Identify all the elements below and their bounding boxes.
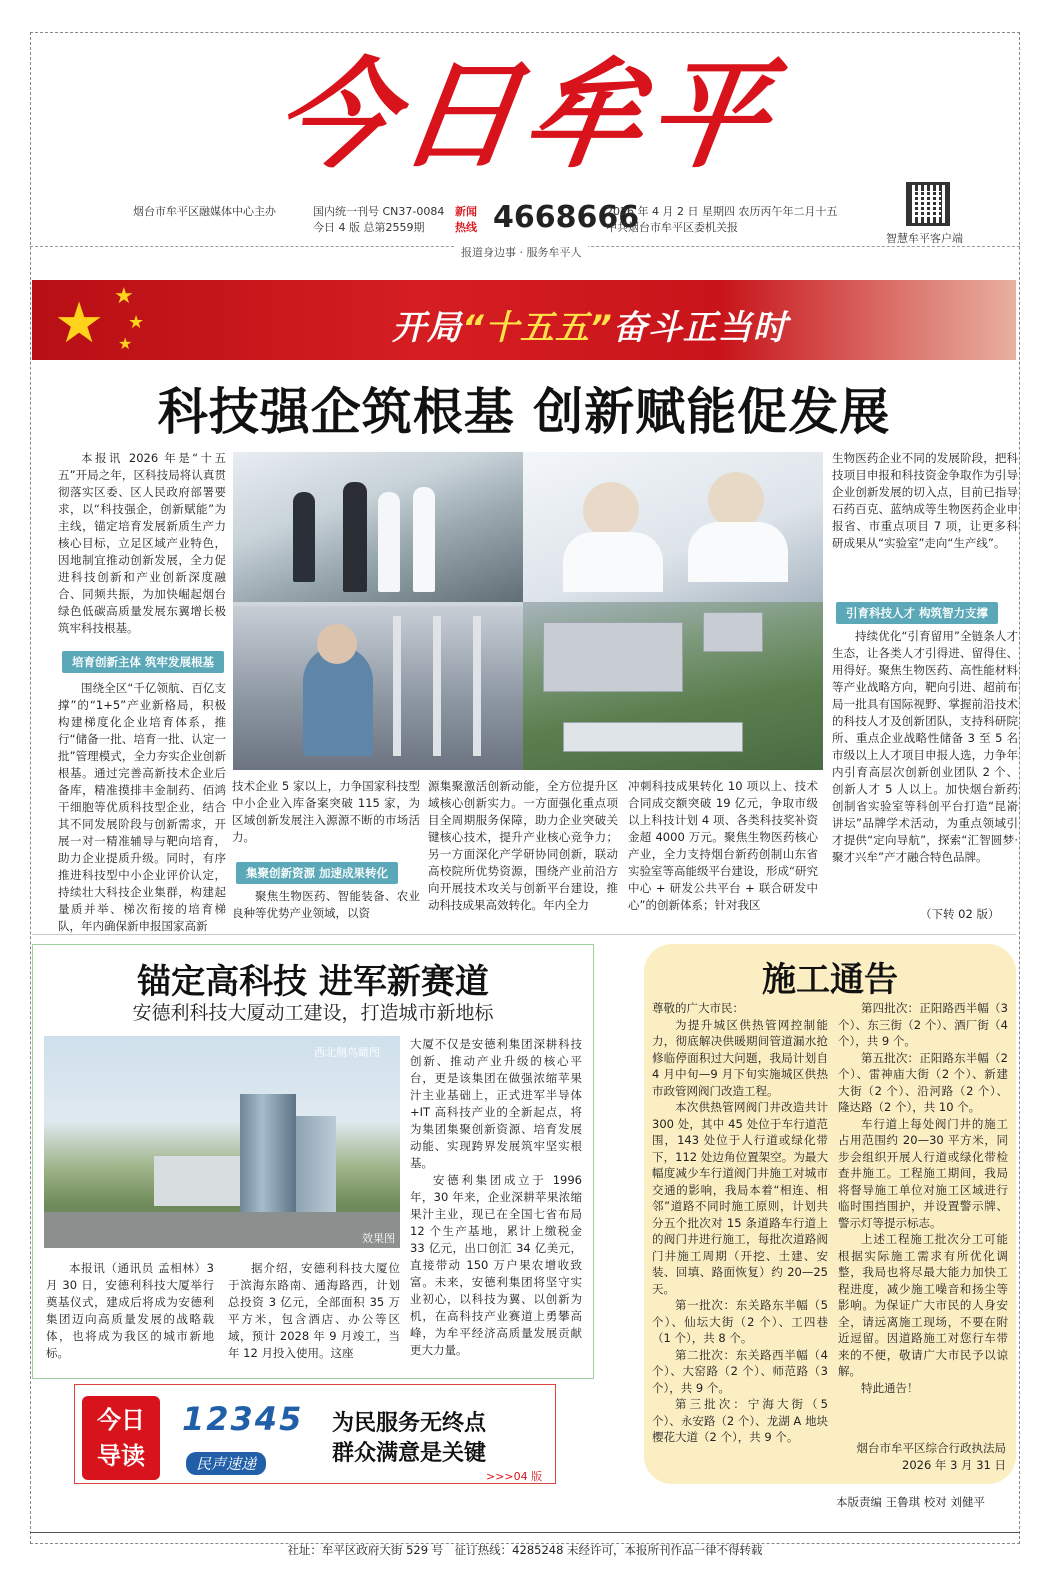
qr-code-icon[interactable] (906, 182, 950, 226)
publisher: 烟台市牟平区融媒体中心主办 (133, 205, 276, 218)
qr-label: 智慧牟平客户端 (886, 232, 963, 245)
star-icon: ★ (128, 312, 145, 333)
divider (30, 1532, 1020, 1533)
badge-subtitle: 民声速递 (186, 1452, 266, 1475)
render-caption-2: 效果图 (362, 1232, 395, 1245)
render-caption: 西北侧鸟瞰图 (314, 1046, 380, 1059)
star-icon: ★ (118, 334, 133, 353)
issue-number: 今日 4 版 总第2559期 (313, 221, 425, 234)
feature-col-2: 据介绍，安德利科技大厦位于滨海东路南、通海路西，计划总投资 3 亿元，全部面积 35 万平方米，包含酒店、办公等区域，预计 2028 年 9 月竣工，当年 12 月投入使用。这座 (228, 1261, 400, 1360)
issue-info (313, 204, 444, 236)
guide-logo: 今日 导读 (82, 1396, 160, 1480)
notice-col-1: 尊敬的广大市民： 为提升城区供热管网控制能力，彻底解决供暖期间管道漏水抢修临停面积过大问题，我局计划自 4 月中旬—9 月下旬实施城区供热市政管网阀门改造工程。 本次供热管网阀门井改造共计 300 处，其中 45 处位于车行道范围，143 处位于人行道或绿化带下，112 处边角位置架空。为最大幅度减少车行道阀门井施工对城市交通的影响，我局本着“相连、相邻”道路不同时施工原则，计划共分五个批次对 15 条道路车行道上的阀门井进行施工，每批次道路阀门井施工周期（开挖、土建、安装、回填、路面恢复）约 20—25 天。 第一批次：东关路东半幅（5 个）、仙坛大街（2 个）、工四巷（1 个），共 8 个。 第二批次：东关路西半幅（4 个）、大窑路（2 个）、师范路（3 个），共 9 个。 第三批次：宁海大街（5 个）、永安路（2 个）、龙湖 A 地块樱花大道（2 个），共 9 个。 (652, 1001, 828, 1444)
worker-photo (233, 606, 523, 770)
researchers-photo (523, 452, 823, 602)
masthead (235, 40, 815, 190)
lead-col-2b: 聚焦生物医药、智能装备、农业良种等优势产业领域，以资 (232, 889, 420, 920)
theme-banner (32, 280, 1016, 360)
divider (32, 934, 1016, 935)
notice-signature: 烟台市牟平区综合行政执法局 2026 年 3 月 31 日 (856, 1441, 1006, 1472)
issue-date: 2026 年 4 月 2 日 星期四 农历丙午年二月十五 (606, 205, 838, 218)
guide-page-link[interactable]: >>>04 版 (486, 1470, 543, 1483)
lead-col-1: 本报讯 2026 年是“十五五”开局之年，区科技局将认真贯彻落实区委、区人民政府部署要求，以“科技强企，创新赋能”为主线，锚定培育发展新质生产力核心目标，立足区域产业特色，因地制宜推动创新发展，全力促进科技创新和产业创新深度融合、同频共振，为加快崛起烟台绿色低碳高质量发展东翼增长极筑牢科技根基。 (58, 451, 226, 635)
feature-subheadline: 安德利科技大厦动工建设，打造城市新地标 (132, 1002, 494, 1024)
lead-col-3: 源集聚激活创新动能，全方位提升区域核心创新实力。一方面强化重点项目全周期服务保障，助力企业突破关键核心技术，提升产业核心竞争力；另一方面深化产学研协同创新，联动高校院所优势资源，围绕产业前沿方向开展技术攻关与创新平台建设，推动科技成果高效转化。年内全力 (428, 779, 618, 912)
organ: 中共烟台市牟平区委机关报 (606, 221, 738, 234)
lab-photo (233, 452, 523, 606)
feature-headline[interactable]: 锚定高科技 进军新赛道 (137, 962, 489, 1002)
hotline-12345-badge: 12345 (182, 1400, 304, 1438)
feature-col-3: 大厦不仅是安德利集团深耕科技创新、推动产业升级的核心平台，更是该集团在做强浓缩苹果汁主业基础上，正式进军半导体 +IT 高科技产业的全新起点，将为集团集聚创新资源、培育发展动能、实现跨界发展筑牢坚实根基。 安德利集团成立于 1996 年，30 年来，企业深耕苹果浓缩果汁主业，现已在全国七省布局 12 个生产基地，累计上缴税金 33 亿元，出口创汇 34 亿美元，直接带动 150 万户果农增收致富。未来，安德利集团将坚守实业初心，以科技为翼、以创新为机，在高科技产业赛道上勇攀高峰，为牟平经济高质量发展贡献更大力量。 (410, 1037, 582, 1357)
lead-col-5b: 持续优化“引育留用”全链条人才生态，让各类人才引得进、留得住、用得好。聚焦生物医药、高性能材料等产业战略方向，靶向引进、超前布局一批具有国际视野、掌握前沿技术的科技人才及创新团队，支持科研院所、重点企业战略性储备 3 至 5 名市级以上人才项目申报人选，力争年内引育高层次创新创业团队 2 个、创新人才 5 人以上。加快烟台新药创制省实验室等科创平台打造“昆嵛讲坛”品牌学术活动，为重点领域引才提供“定向导航”，探索“汇智圆梦·聚才兴牟”产才融合特色品牌。 (832, 629, 1018, 864)
guide-title-1[interactable]: 为民服务无终点 (332, 1411, 487, 1436)
subhead-3: 引育科技人才 构筑智力支撑 (836, 602, 998, 624)
feature-col-1: 本报讯（通讯员 孟相林）3 月 30 日，安德利科技大厦举行奠基仪式，建成后将成为安德利集团迈向高质量发展的战略载体，也将成为我区的城市新地标。 (46, 1261, 214, 1360)
hotline-label: 新闻 热线 (455, 205, 477, 234)
footer: 社址：牟平区政府大街 529 号 征订热线：4285248 未经许可，本报所刊作品一律不得转载 (287, 1543, 763, 1557)
lead-col-1b: 围绕全区“千亿领航、百亿支撑”的“1+5”产业新格局，积极构建梯度化企业培育体系，推行“储备一批、培育一批、认定一批”管理模式，全力夯实企业创新根基。通过完善高新技术企业后备库，精准摸排丰金制药、佰鸿干细胞等优质科技型企业，结合其不同发展阶段与创新需求，开展一对一精准辅导与靶向培育，助力企业提质升级。同时，有序推进科技型中小企业评价认定，持续壮大科技企业集群，构建起量质并举、梯次衔接的培育梯队，年内确保新申报国家高新 (58, 681, 226, 933)
slogan: 报道身边事 · 服务牟平人 (455, 244, 588, 260)
hotline-number: 4668666 (493, 200, 640, 235)
subhead-1: 培育创新主体 筑牢发展根基 (62, 651, 224, 673)
notice-title[interactable]: 施工通告 (762, 960, 898, 1000)
issn: 国内统一刊号 CN37-0084 (313, 205, 445, 218)
lead-col-5: 生物医药企业不同的发展阶段，把科技项目申报和科技资金争取作为引导企业创新发展的切入点，目前已指导石药百克、蓝纳成等生物医药企业申报省、市重点项目 7 项，让更多科研成果从“实验室”走向“生产线”。 (832, 451, 1018, 550)
guide-title-2[interactable]: 群众满意是关键 (332, 1441, 487, 1466)
aerial-campus-photo (523, 602, 823, 770)
notice-col-2: 第四批次：正阳路西半幅（3 个）、东三街（2 个）、酒厂街（4 个），共 9 个。 第五批次：正阳路东半幅（2 个）、雷神庙大街（2 个）、新建大街（2 个）、沿河路（2 个）、隆达路（2 个），共 10 个。 车行道上每处阀门井的施工占用范围约 20—30 平方米，同步会组织开展人行道或绿化带检查井施工。工程施工期间，我局将督导施工单位对施工区域进行临时围挡围护，并设置警示牌、警示灯等提示标志。 上述工程施工批次分工可能根据实际施工需求有所优化调整，我局也将尽最大能力加快工程进度，减少施工噪音和扬尘等影响。为保证广大市民的人身安全，请远离施工现场，不要在附近逗留。因道路施工对您行车带来的不便，敬请广大市民予以谅解。 特此通告！ (838, 1001, 1008, 1395)
date-info (606, 204, 837, 236)
star-icon: ★ (54, 291, 105, 356)
continued-note: （下转 02 版） (920, 907, 1000, 921)
masthead-title: 今日牟平 (267, 45, 783, 184)
star-icon: ★ (114, 284, 134, 309)
banner-text: 开局“十五五”奋斗正当时 (392, 308, 788, 348)
lead-headline[interactable]: 科技强企筑根基 创新赋能促发展 (157, 383, 891, 441)
publisher-info (133, 204, 276, 220)
lead-col-2: 技术企业 5 家以上，力争国家科技型中小企业入库备案突破 115 家，为区域创新发展注入源源不断的市场活力。 (232, 779, 420, 844)
editors: 本版责编 王鲁琪 校对 刘健平 (836, 1495, 985, 1509)
lead-col-4: 冲刺科技成果转化 10 项以上、技术合同成交额突破 19 亿元，争取市级以上科技计划 4 项、各类科技奖补资金超 4000 万元。聚焦生物医药核心产业，全力支持烟台新药创制山东省实验室等高能级平台建设，形成“研究中心 + 研发公共平台 + 联合研发中心”的创新体系；针对我区 (628, 779, 818, 912)
building-rendering (44, 1036, 400, 1248)
subhead-2: 集聚创新资源 加速成果转化 (236, 862, 398, 884)
